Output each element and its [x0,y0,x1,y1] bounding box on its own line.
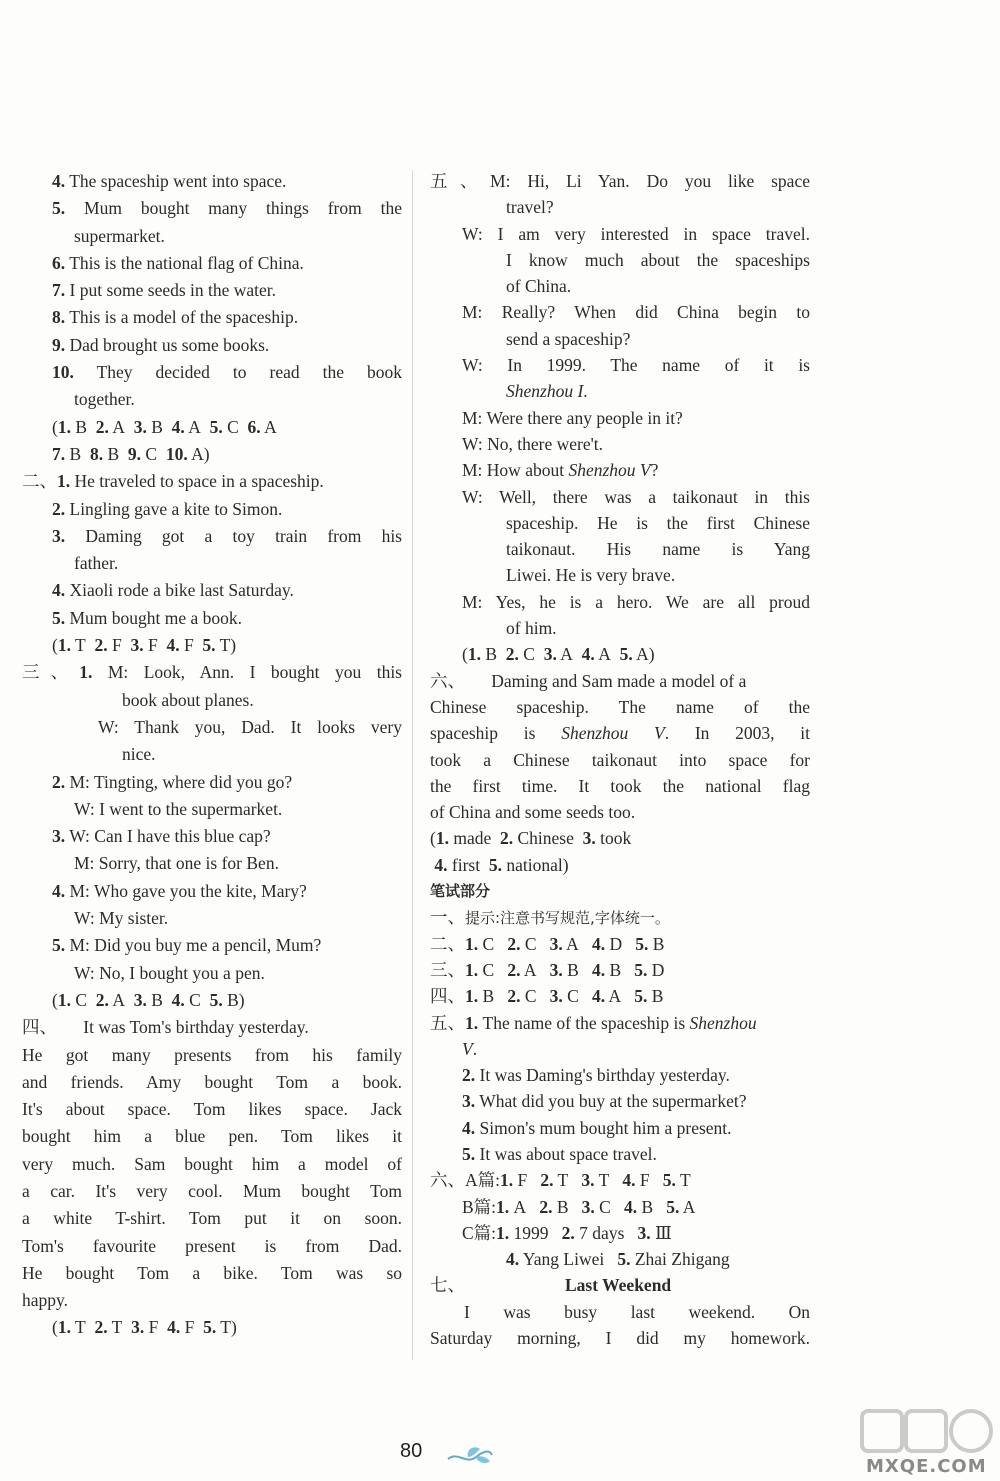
page-number: 80 [400,1440,423,1462]
watermark-text: MXQE.COM [866,1456,987,1477]
text-line: very much. Sam bought him a model of [22,1153,402,1174]
text-line: 4. Simon's mum bought him a present. [462,1117,732,1138]
text-line: travel? [506,197,554,218]
text-line: M: Yes, he is a hero. We are all proud [462,591,810,612]
text-line: 4. Xiaoli rode a bike last Saturday. [52,580,294,601]
written-one: 一、提示:注意书写规范,字体统一。 [430,907,670,928]
section-six: 六、 Daming and Sam made a model of a [430,670,747,691]
leaf-ornament-icon [446,1443,494,1469]
text-line: Saturday morning, I did my homework. [430,1328,810,1349]
text-line: a white T-shirt. Tom put it on soon. [22,1208,402,1229]
text-line: He got many presents from his family [22,1044,402,1065]
text-line: 3. W: Can I have this blue cap? [52,826,271,847]
text-line: 8. This is a model of the spaceship. [52,307,299,328]
answer-line: (1. made 2. Chinese 3. took [430,828,632,849]
text-line: together. [74,389,135,410]
text-line: father. [74,553,119,574]
text-line: 7. I put some seeds in the water. [52,280,277,301]
text-line: He bought Tom a bike. Tom was so [22,1262,402,1283]
written-five: 五、1. The name of the spaceship is Shenzhou [430,1012,757,1033]
text-line: I know much about the spaceships [506,249,810,270]
text-line: 10. They decided to read the book [52,362,402,383]
text-line: 9. Dad brought us some books. [52,334,270,355]
written-six-c: C篇:1. 1999 2. 7 days 3. Ⅲ [462,1222,672,1243]
text-line: Shenzhou I. [506,381,588,402]
text-line: W: I am very interested in space travel. [462,223,810,244]
text-line: 5. Mum bought many things from the [52,198,402,219]
text-line: 2. Lingling gave a kite to Simon. [52,498,283,519]
essay-title: Last Weekend [565,1275,672,1296]
text-line: of China and some seeds too. [430,802,636,823]
section-four: 四、 It was Tom's birthday yesterday. [22,1017,309,1038]
text-line: bought him a blue pen. Tom likes it [22,1126,402,1147]
text-line: W: In 1999. The name of it is [462,355,810,376]
text-line: spaceship. He is the first Chinese [506,512,810,533]
text-line: I was busy last weekend. On [464,1301,810,1322]
text-line: 4. Yang Liwei 5. Zhai Zhigang [506,1249,730,1270]
text-line: Liwei. He is very brave. [506,565,676,586]
text-line: 5. Mum bought me a book. [52,607,243,628]
text-line: 4. The spaceship went into space. [52,171,287,191]
section-five: 五、M: Hi, Li Yan. Do you like space [430,171,810,191]
written-four: 四、1. B 2. C 3. C 4. A 5. B [430,986,664,1007]
text-line: supermarket. [74,225,165,246]
text-line: of China. [506,276,572,297]
text-line: Chinese spaceship. The name of the [430,696,810,717]
left-column [22,168,402,1342]
text-line: nice. [122,744,156,765]
text-line: M: Were there any people in it? [462,407,683,428]
answer-line: (1. B 2. C 3. A 4. A 5. A) [462,644,655,665]
text-line: 2. M: Tingting, where did you go? [52,771,293,792]
answer-line: (1. T 2. F 3. F 4. F 5. T) [52,635,237,656]
text-line: 3. What did you buy at the supermarket? [462,1091,747,1112]
text-line: 5. It was about space travel. [462,1143,657,1164]
answer-line: (1. B 2. A 3. B 4. A 5. C 6. A [52,416,277,437]
written-three: 三、1. C 2. A 3. B 4. B 5. D [430,959,665,980]
written-seven: 七、 Last Weekend [430,1275,672,1296]
column-divider [412,170,413,1360]
text-line: 4. M: Who gave you the kite, Mary? [52,880,307,901]
text-line: send a spaceship? [506,328,631,349]
answer-line: 7. B 8. B 9. C 10. A) [52,443,210,464]
text-line: W: No, there were't. [462,433,603,454]
text-line: 5. M: Did you buy me a pencil, Mum? [52,935,322,956]
answer-line: (1. T 2. T 3. F 4. F 5. T) [52,1317,237,1338]
text-line: book about planes. [122,689,254,710]
text-line: Tom's favourite present is from Dad. [22,1235,402,1256]
written-section-heading: 笔试部分 [430,882,491,901]
text-line: and friends. Amy bought Tom a book. [22,1071,402,1092]
section-three: 三、1. M: Look, Ann. I bought you this [22,662,402,683]
text-line: a car. It's very cool. Mum bought Tom [22,1180,402,1201]
written-six-a: 六、A篇:1. F 2. T 3. T 4. F 5. T [430,1170,691,1191]
text-line: 6. This is the national flag of China. [52,252,304,273]
text-line: spaceship is Shenzhou V. In 2003, it [430,723,810,744]
section-two: 二、1. He traveled to space in a spaceship. [22,471,324,492]
text-line: W: No, I bought you a pen. [74,962,265,983]
text-line: happy. [22,1290,69,1311]
text-line: of him. [506,618,557,639]
text-line: M: Really? When did China begin to [462,302,810,323]
written-six-b: B篇:1. A 2. B 3. C 4. B 5. A [462,1196,696,1217]
answer-line: 4. first 5. national) [434,854,569,875]
text-line: M: Sorry, that one is for Ben. [74,853,279,874]
text-line: W: Thank you, Dad. It looks very [98,716,402,737]
text-line: W: My sister. [74,908,169,929]
text-line: 3. Daming got a toy train from his [52,525,402,546]
right-column [430,168,810,1351]
text-line: V. [462,1038,478,1059]
written-two: 二、1. C 2. C 3. A 4. D 5. B [430,933,665,954]
text-line: M: How about Shenzhou V? [462,460,659,481]
text-line: took a Chinese taikonaut into space for [430,749,810,770]
text-line: taikonaut. His name is Yang [506,539,810,560]
answer-line: (1. C 2. A 3. B 4. C 5. B) [52,989,245,1010]
text-line: 2. It was Daming's birthday yesterday. [462,1065,730,1086]
text-line: W: I went to the supermarket. [74,798,283,819]
text-line: W: Well, there was a taikonaut in this [462,486,810,507]
text-line: It's about space. Tom likes space. Jack [22,1099,402,1120]
text-line: the first time. It took the national flag [430,775,810,796]
